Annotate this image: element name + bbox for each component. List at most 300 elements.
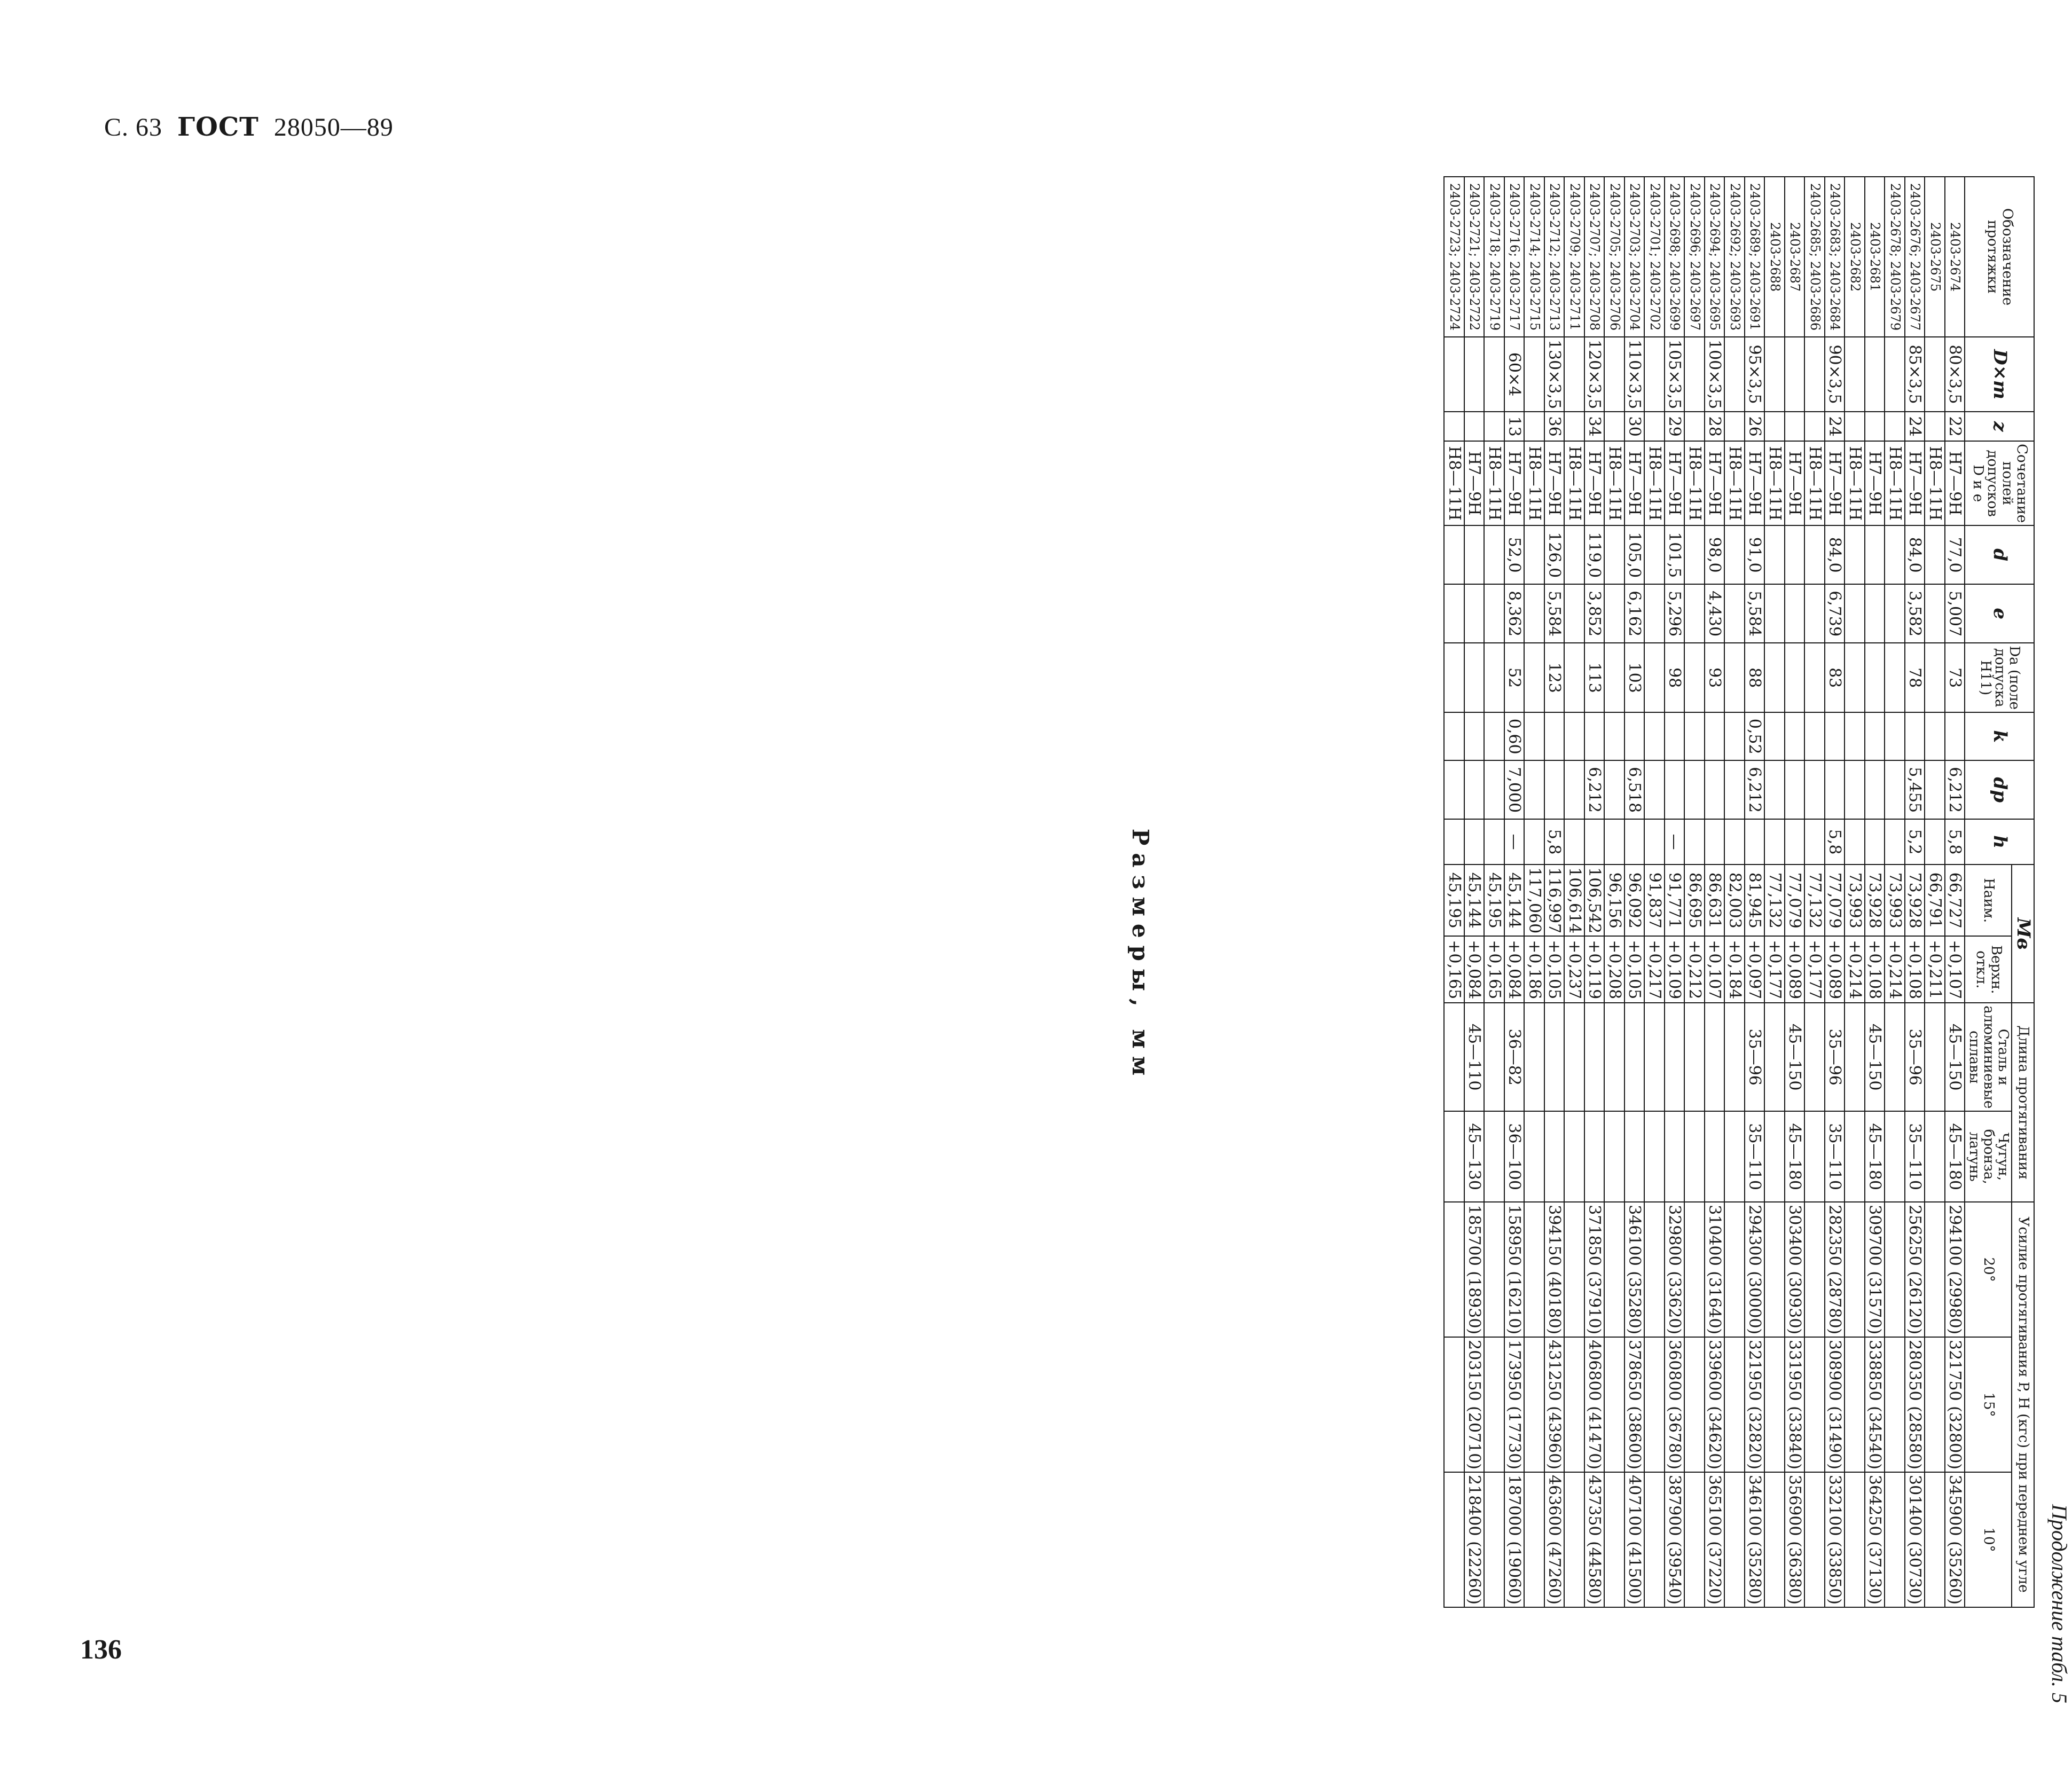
- cell-dp: 6,212: [1945, 760, 1965, 819]
- table-row: [1804, 177, 1825, 1607]
- cell-da: [1564, 643, 1584, 712]
- cell-f15: 406800 (41470): [1584, 1337, 1605, 1472]
- standard-label: ГОСТ: [177, 112, 259, 142]
- cell-md: +0,105: [1624, 936, 1645, 1003]
- cell-k: [1785, 712, 1805, 760]
- cell-z: [1925, 412, 1945, 441]
- cell-mn: 73,993: [1845, 864, 1865, 936]
- cell-d: [1785, 525, 1805, 584]
- cell-f10: [1524, 1472, 1544, 1607]
- cell-da: [1464, 643, 1485, 712]
- cell-li: [1705, 1111, 1725, 1202]
- cell-z: [1804, 412, 1825, 441]
- cell-fit: H7—9H: [1504, 441, 1525, 525]
- cell-f10: 345900 (35260): [1945, 1472, 1965, 1607]
- cell-d: [1764, 525, 1785, 584]
- cell-des: 2403-2714; 2403-2715: [1524, 177, 1544, 337]
- cell-dxm: [1724, 337, 1745, 412]
- cell-f20: 185700 (18930): [1464, 1202, 1485, 1337]
- cell-des: 2403-2678; 2403-2679: [1885, 177, 1905, 337]
- cell-k: 0,52: [1745, 712, 1765, 760]
- cell-da: 93: [1705, 643, 1725, 712]
- cell-f15: [1444, 1337, 1464, 1472]
- table-row: [1705, 177, 1725, 1607]
- cell-e: [1444, 584, 1464, 643]
- cell-des: 2403-2694; 2403-2695: [1705, 177, 1725, 337]
- cell-des: 2403-2718; 2403-2719: [1484, 177, 1504, 337]
- cell-f10: 437350 (44580): [1584, 1472, 1605, 1607]
- cell-dp: [1804, 760, 1825, 819]
- cell-li: 45—180: [1945, 1111, 1965, 1202]
- cell-e: [1925, 584, 1945, 643]
- cell-k: [1624, 712, 1645, 760]
- cell-k: [1524, 712, 1544, 760]
- cell-z: [1764, 412, 1785, 441]
- standard-number: 28050—89: [273, 113, 394, 142]
- cell-z: [1604, 412, 1624, 441]
- cell-fit: H7—9H: [1544, 441, 1565, 525]
- col-length: Длина протягивания: [2012, 1003, 2034, 1202]
- cell-da: 123: [1544, 643, 1565, 712]
- cell-li: 35—110: [1905, 1111, 1925, 1202]
- table-row: [1504, 177, 1525, 1607]
- cell-da: [1484, 643, 1504, 712]
- cell-des: 2403-2682: [1845, 177, 1865, 337]
- cell-des: 2403-2723; 2403-2724: [1444, 177, 1464, 337]
- table-subtitle: Продолжение табл. 5: [2047, 1504, 2071, 1703]
- cell-z: [1564, 412, 1584, 441]
- cell-e: 8,362: [1504, 584, 1525, 643]
- cell-d: 98,0: [1705, 525, 1725, 584]
- cell-dp: [1564, 760, 1584, 819]
- cell-h: [1724, 819, 1745, 864]
- cell-dp: 6,212: [1584, 760, 1605, 819]
- col-force-15: 15°: [1965, 1337, 2012, 1472]
- cell-d: 105,0: [1624, 525, 1645, 584]
- cell-li: [1724, 1111, 1745, 1202]
- cell-mn: 77,079: [1825, 864, 1845, 936]
- cell-des: 2403-2705; 2403-2706: [1604, 177, 1624, 337]
- cell-f20: 256250 (26120): [1905, 1202, 1925, 1337]
- cell-md: +0,184: [1724, 936, 1745, 1003]
- cell-ls: 45—150: [1785, 1003, 1805, 1111]
- cell-f15: [1764, 1337, 1785, 1472]
- cell-d: 126,0: [1544, 525, 1565, 584]
- cell-z: [1885, 412, 1905, 441]
- cell-dxm: [1684, 337, 1705, 412]
- cell-h: 5,2: [1905, 819, 1925, 864]
- cell-mn: 73,993: [1885, 864, 1905, 936]
- cell-k: [1644, 712, 1665, 760]
- cell-f15: 360800 (36780): [1665, 1337, 1685, 1472]
- cell-z: 29: [1665, 412, 1685, 441]
- table-row: [1785, 177, 1805, 1607]
- cell-li: 45—180: [1865, 1111, 1885, 1202]
- cell-fit: H8—11H: [1925, 441, 1945, 525]
- table-row: [1524, 177, 1544, 1607]
- cell-dxm: 110×3,5: [1624, 337, 1645, 412]
- cell-fit: H8—11H: [1604, 441, 1624, 525]
- cell-li: [1564, 1111, 1584, 1202]
- cell-e: [1684, 584, 1705, 643]
- cell-h: [1624, 819, 1645, 864]
- cell-ls: 35—96: [1905, 1003, 1925, 1111]
- col-mv-dev: Верхн. откл.: [1965, 936, 2012, 1003]
- cell-dp: [1444, 760, 1464, 819]
- cell-d: 77,0: [1945, 525, 1965, 584]
- cell-f20: 394150 (40180): [1544, 1202, 1565, 1337]
- cell-k: [1905, 712, 1925, 760]
- table-body: [1444, 177, 1965, 1607]
- cell-z: [1724, 412, 1745, 441]
- cell-mn: 117,060: [1524, 864, 1544, 936]
- cell-ls: 45—150: [1865, 1003, 1885, 1111]
- cell-fit: H8—11H: [1885, 441, 1905, 525]
- cell-k: [1705, 712, 1725, 760]
- table-row: [1825, 177, 1845, 1607]
- cell-mn: 77,132: [1764, 864, 1785, 936]
- cell-dp: [1644, 760, 1665, 819]
- cell-md: +0,107: [1945, 936, 1965, 1003]
- cell-d: [1464, 525, 1485, 584]
- cell-mn: 91,771: [1665, 864, 1685, 936]
- cell-ls: [1524, 1003, 1544, 1111]
- table-row: [1925, 177, 1945, 1607]
- cell-z: [1684, 412, 1705, 441]
- cell-e: [1845, 584, 1865, 643]
- cell-k: [1845, 712, 1865, 760]
- cell-h: [1584, 819, 1605, 864]
- cell-k: [1724, 712, 1745, 760]
- cell-fit: H7—9H: [1905, 441, 1925, 525]
- table-row: [1604, 177, 1624, 1607]
- cell-li: [1524, 1111, 1544, 1202]
- cell-dp: [1684, 760, 1705, 819]
- cell-f20: 310400 (31640): [1705, 1202, 1725, 1337]
- dimensions-caption: Размеры, мм: [1127, 828, 1153, 1083]
- cell-z: 28: [1705, 412, 1725, 441]
- cell-dxm: 120×3,5: [1584, 337, 1605, 412]
- cell-dp: [1484, 760, 1504, 819]
- cell-f10: 364250 (37130): [1865, 1472, 1885, 1607]
- cell-f15: [1484, 1337, 1504, 1472]
- cell-des: 2403-2674: [1945, 177, 1965, 337]
- page-ref: С. 63: [104, 113, 163, 142]
- cell-dp: [1825, 760, 1845, 819]
- cell-dp: [1524, 760, 1544, 819]
- cell-f15: [1724, 1337, 1745, 1472]
- cell-ls: [1584, 1003, 1605, 1111]
- cell-f10: 356900 (36380): [1785, 1472, 1805, 1607]
- cell-f15: 378650 (38600): [1624, 1337, 1645, 1472]
- cell-md: +0,212: [1684, 936, 1705, 1003]
- cell-ls: 36—82: [1504, 1003, 1525, 1111]
- cell-md: +0,109: [1665, 936, 1685, 1003]
- gost-table: [1443, 176, 2035, 1608]
- table-row: [1745, 177, 1765, 1607]
- cell-z: 26: [1745, 412, 1765, 441]
- cell-e: 4,430: [1705, 584, 1725, 643]
- cell-da: [1524, 643, 1544, 712]
- col-z: z: [1965, 412, 2034, 441]
- col-mv: Mв: [2012, 864, 2034, 1003]
- cell-ls: [1544, 1003, 1565, 1111]
- cell-f20: [1724, 1202, 1745, 1337]
- cell-li: [1684, 1111, 1705, 1202]
- cell-dp: 6,518: [1624, 760, 1645, 819]
- cell-h: 5,8: [1825, 819, 1845, 864]
- cell-li: [1845, 1111, 1865, 1202]
- col-fits: Сочетание полей допусков D и e: [1965, 441, 2034, 525]
- cell-fit: H7—9H: [1624, 441, 1645, 525]
- cell-ls: [1705, 1003, 1725, 1111]
- cell-fit: H7—9H: [1665, 441, 1685, 525]
- cell-mn: 81,945: [1745, 864, 1765, 936]
- cell-dp: [1785, 760, 1805, 819]
- cell-z: [1484, 412, 1504, 441]
- cell-k: [1865, 712, 1885, 760]
- cell-dxm: [1885, 337, 1905, 412]
- col-dxm: D×m: [1965, 337, 2034, 412]
- cell-dp: [1705, 760, 1725, 819]
- cell-fit: H8—11H: [1444, 441, 1464, 525]
- cell-li: 35—110: [1745, 1111, 1765, 1202]
- cell-z: 24: [1825, 412, 1845, 441]
- col-force-20: 20°: [1965, 1202, 2012, 1337]
- cell-ls: 35—96: [1825, 1003, 1845, 1111]
- cell-d: [1804, 525, 1825, 584]
- cell-f10: [1885, 1472, 1905, 1607]
- cell-h: [1564, 819, 1584, 864]
- cell-da: 78: [1905, 643, 1925, 712]
- cell-f15: 321750 (32800): [1945, 1337, 1965, 1472]
- rotated-table-area: [1100, 176, 2072, 1703]
- col-h: h: [1965, 819, 2034, 864]
- col-designation: Обозначение протяжки: [1965, 177, 2034, 337]
- cell-des: 2403-2707; 2403-2708: [1584, 177, 1605, 337]
- cell-md: +0,097: [1745, 936, 1765, 1003]
- cell-des: 2403-2701; 2403-2702: [1644, 177, 1665, 337]
- cell-f20: [1885, 1202, 1905, 1337]
- cell-li: [1925, 1111, 1945, 1202]
- cell-f15: [1644, 1337, 1665, 1472]
- cell-f15: [1564, 1337, 1584, 1472]
- cell-f20: [1444, 1202, 1464, 1337]
- cell-k: [1604, 712, 1624, 760]
- cell-f15: 280350 (28580): [1905, 1337, 1925, 1472]
- cell-z: 36: [1544, 412, 1565, 441]
- cell-ls: [1444, 1003, 1464, 1111]
- col-mv-nom: Наим.: [1965, 864, 2012, 936]
- cell-f10: [1684, 1472, 1705, 1607]
- cell-h: [1785, 819, 1805, 864]
- cell-mn: 45,144: [1504, 864, 1525, 936]
- cell-d: [1564, 525, 1584, 584]
- cell-e: [1644, 584, 1665, 643]
- cell-f10: [1564, 1472, 1584, 1607]
- cell-li: [1544, 1111, 1565, 1202]
- cell-f10: 301400 (30730): [1905, 1472, 1925, 1607]
- cell-da: 52: [1504, 643, 1525, 712]
- cell-z: [1524, 412, 1544, 441]
- cell-da: [1845, 643, 1865, 712]
- cell-z: [1644, 412, 1665, 441]
- cell-da: 98: [1665, 643, 1685, 712]
- cell-li: [1624, 1111, 1645, 1202]
- col-force-10: 10°: [1965, 1472, 2012, 1607]
- cell-e: 6,162: [1624, 584, 1645, 643]
- cell-e: [1564, 584, 1584, 643]
- cell-des: 2403-2703; 2403-2704: [1624, 177, 1645, 337]
- cell-f20: 294300 (30000): [1745, 1202, 1765, 1337]
- cell-mn: 96,156: [1604, 864, 1624, 936]
- cell-e: [1764, 584, 1785, 643]
- cell-f20: [1564, 1202, 1584, 1337]
- cell-dxm: [1865, 337, 1885, 412]
- cell-h: [1925, 819, 1945, 864]
- cell-mn: 66,791: [1925, 864, 1945, 936]
- cell-li: [1885, 1111, 1905, 1202]
- table-row: [1444, 177, 1464, 1607]
- cell-des: 2403-2683; 2403-2684: [1825, 177, 1845, 337]
- cell-da: [1885, 643, 1905, 712]
- cell-fit: H8—11H: [1684, 441, 1705, 525]
- cell-fit: H8—11H: [1804, 441, 1825, 525]
- cell-dp: [1604, 760, 1624, 819]
- cell-ls: [1604, 1003, 1624, 1111]
- cell-md: +0,211: [1925, 936, 1945, 1003]
- cell-dxm: 90×3,5: [1825, 337, 1845, 412]
- cell-f10: [1444, 1472, 1464, 1607]
- cell-f20: [1925, 1202, 1945, 1337]
- cell-da: [1644, 643, 1665, 712]
- cell-d: [1885, 525, 1905, 584]
- col-dp: dp: [1965, 760, 2034, 819]
- cell-e: [1464, 584, 1485, 643]
- cell-md: +0,165: [1484, 936, 1504, 1003]
- cell-da: 73: [1945, 643, 1965, 712]
- cell-md: +0,208: [1604, 936, 1624, 1003]
- cell-des: 2403-2721; 2403-2722: [1464, 177, 1485, 337]
- cell-md: +0,108: [1905, 936, 1925, 1003]
- cell-fit: H7—9H: [1945, 441, 1965, 525]
- cell-d: 101,5: [1665, 525, 1685, 584]
- col-k: k: [1965, 712, 2034, 760]
- cell-k: 0,60: [1504, 712, 1525, 760]
- cell-z: 22: [1945, 412, 1965, 441]
- cell-h: 5,8: [1544, 819, 1565, 864]
- cell-k: [1804, 712, 1825, 760]
- cell-dxm: [1925, 337, 1945, 412]
- cell-des: 2403-2696; 2403-2697: [1684, 177, 1705, 337]
- cell-fit: H7—9H: [1745, 441, 1765, 525]
- cell-dxm: 60×4: [1504, 337, 1525, 412]
- cell-f10: 346100 (35280): [1745, 1472, 1765, 1607]
- cell-da: 88: [1745, 643, 1765, 712]
- cell-f15: [1804, 1337, 1825, 1472]
- cell-f15: [1885, 1337, 1905, 1472]
- table-row: [1724, 177, 1745, 1607]
- cell-k: [1825, 712, 1845, 760]
- cell-e: [1524, 584, 1544, 643]
- cell-k: [1925, 712, 1945, 760]
- cell-z: 13: [1504, 412, 1525, 441]
- cell-f20: 346100 (35280): [1624, 1202, 1645, 1337]
- cell-dp: [1724, 760, 1745, 819]
- cell-mn: 91,837: [1644, 864, 1665, 936]
- cell-fit: H8—11H: [1644, 441, 1665, 525]
- table-row: [1464, 177, 1485, 1607]
- cell-des: 2403-2675: [1925, 177, 1945, 337]
- cell-des: 2403-2709; 2403-2711: [1564, 177, 1584, 337]
- cell-da: [1604, 643, 1624, 712]
- cell-des: 2403-2687: [1785, 177, 1805, 337]
- col-len-steel: Сталь и алюминиевые сплавы: [1965, 1003, 2012, 1111]
- cell-fit: H7—9H: [1825, 441, 1845, 525]
- cell-f10: [1804, 1472, 1825, 1607]
- cell-e: 5,296: [1665, 584, 1685, 643]
- cell-e: [1785, 584, 1805, 643]
- cell-f10: [1845, 1472, 1865, 1607]
- cell-ls: 45—110: [1464, 1003, 1485, 1111]
- cell-dp: [1544, 760, 1565, 819]
- cell-f20: [1604, 1202, 1624, 1337]
- cell-da: [1764, 643, 1785, 712]
- cell-d: [1484, 525, 1504, 584]
- cell-d: [1444, 525, 1464, 584]
- cell-mn: 86,631: [1705, 864, 1725, 936]
- cell-fit: H8—11H: [1845, 441, 1865, 525]
- cell-dp: [1885, 760, 1905, 819]
- cell-f10: 387900 (39540): [1665, 1472, 1685, 1607]
- cell-dxm: [1464, 337, 1485, 412]
- cell-f15: 203150 (20710): [1464, 1337, 1485, 1472]
- cell-da: [1444, 643, 1464, 712]
- table-row: [1764, 177, 1785, 1607]
- table-row: [1644, 177, 1665, 1607]
- cell-ls: 35—96: [1745, 1003, 1765, 1111]
- cell-f15: [1524, 1337, 1544, 1472]
- cell-fit: H7—9H: [1464, 441, 1485, 525]
- cell-d: [1724, 525, 1745, 584]
- cell-f15: 338850 (34540): [1865, 1337, 1885, 1472]
- cell-dxm: 105×3,5: [1665, 337, 1685, 412]
- cell-md: +0,089: [1785, 936, 1805, 1003]
- cell-fit: H7—9H: [1785, 441, 1805, 525]
- cell-f15: [1684, 1337, 1705, 1472]
- cell-f15: 431250 (43960): [1544, 1337, 1565, 1472]
- cell-li: 35—110: [1825, 1111, 1845, 1202]
- cell-des: 2403-2676; 2403-2677: [1905, 177, 1925, 337]
- cell-fit: H7—9H: [1705, 441, 1725, 525]
- cell-f10: [1925, 1472, 1945, 1607]
- cell-ls: [1644, 1003, 1665, 1111]
- cell-dxm: 130×3,5: [1544, 337, 1565, 412]
- cell-dp: [1845, 760, 1865, 819]
- cell-e: 3,852: [1584, 584, 1605, 643]
- table-row: [1544, 177, 1565, 1607]
- cell-da: 103: [1624, 643, 1645, 712]
- cell-ls: [1885, 1003, 1905, 1111]
- cell-da: [1684, 643, 1705, 712]
- cell-e: [1724, 584, 1745, 643]
- cell-da: [1724, 643, 1745, 712]
- cell-k: [1564, 712, 1584, 760]
- cell-f10: 463600 (47260): [1544, 1472, 1565, 1607]
- cell-dp: [1464, 760, 1485, 819]
- cell-ls: [1484, 1003, 1504, 1111]
- cell-mn: 73,928: [1865, 864, 1885, 936]
